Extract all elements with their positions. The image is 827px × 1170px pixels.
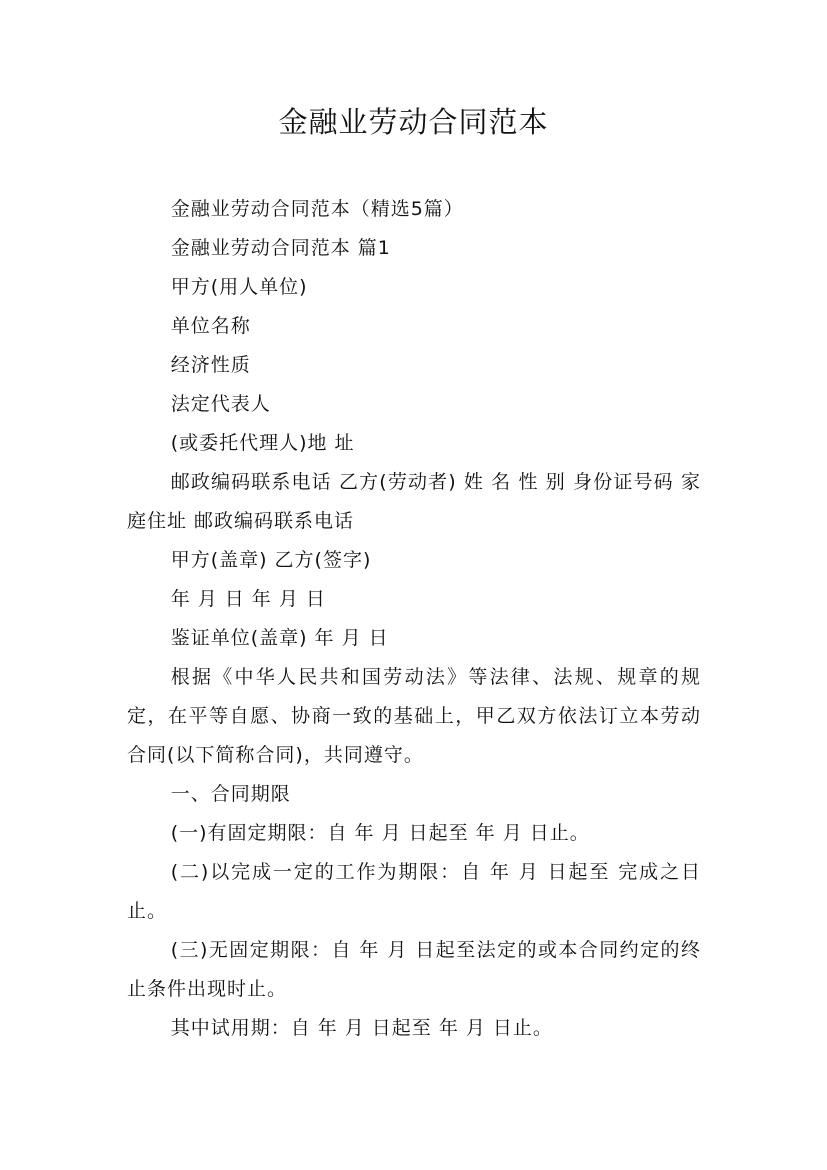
paragraph-2: 金融业劳动合同范本 篇1 (170, 237, 391, 259)
paragraph-11: 鉴证单位(盖章) 年 月 日 (170, 627, 389, 649)
paragraph-7: (或委托代理人)地 址 (170, 432, 355, 454)
paragraph-9: 甲方(盖章) 乙方(签字) (170, 549, 372, 571)
paragraph-8: 邮政编码联系电话 乙方(劳动者) 姓 名 性 别 身份证号码 家庭住址 邮政编码联系电话 (127, 471, 701, 532)
paragraph-4: 单位名称 (170, 315, 251, 337)
paragraph-12: 根据《中华人民共和国劳动法》等法律、法规、规章的规定，在平等自愿、协商一致的基础上，甲乙双方依法订立本劳动合同(以下简称合同)，共同遵守。 (127, 666, 701, 766)
paragraph-13: 一、合同期限 (170, 783, 291, 805)
document-title: 金融业劳动合同范本 (278, 105, 549, 139)
paragraph-15: (二)以完成一定的工作为期限：自 年 月 日起至 完成之日止。 (127, 861, 701, 922)
paragraph-3: 甲方(用人单位) (170, 276, 308, 298)
paragraph-14: (一)有固定期限：自 年 月 日起至 年 月 日止。 (170, 822, 590, 844)
paragraph-16: (三)无固定期限：自 年 月 日起至法定的或本合同约定的终止条件出现时止。 (127, 939, 701, 1000)
paragraph-5: 经济性质 (170, 354, 251, 376)
paragraph-6: 法定代表人 (170, 393, 271, 415)
paragraph-10: 年 月 日 年 月 日 (170, 588, 326, 610)
paragraph-1: 金融业劳动合同范本（精选5篇） (170, 198, 464, 220)
paragraph-17: 其中试用期：自 年 月 日起至 年 月 日止。 (170, 1017, 553, 1039)
document-body (127, 190, 701, 1048)
